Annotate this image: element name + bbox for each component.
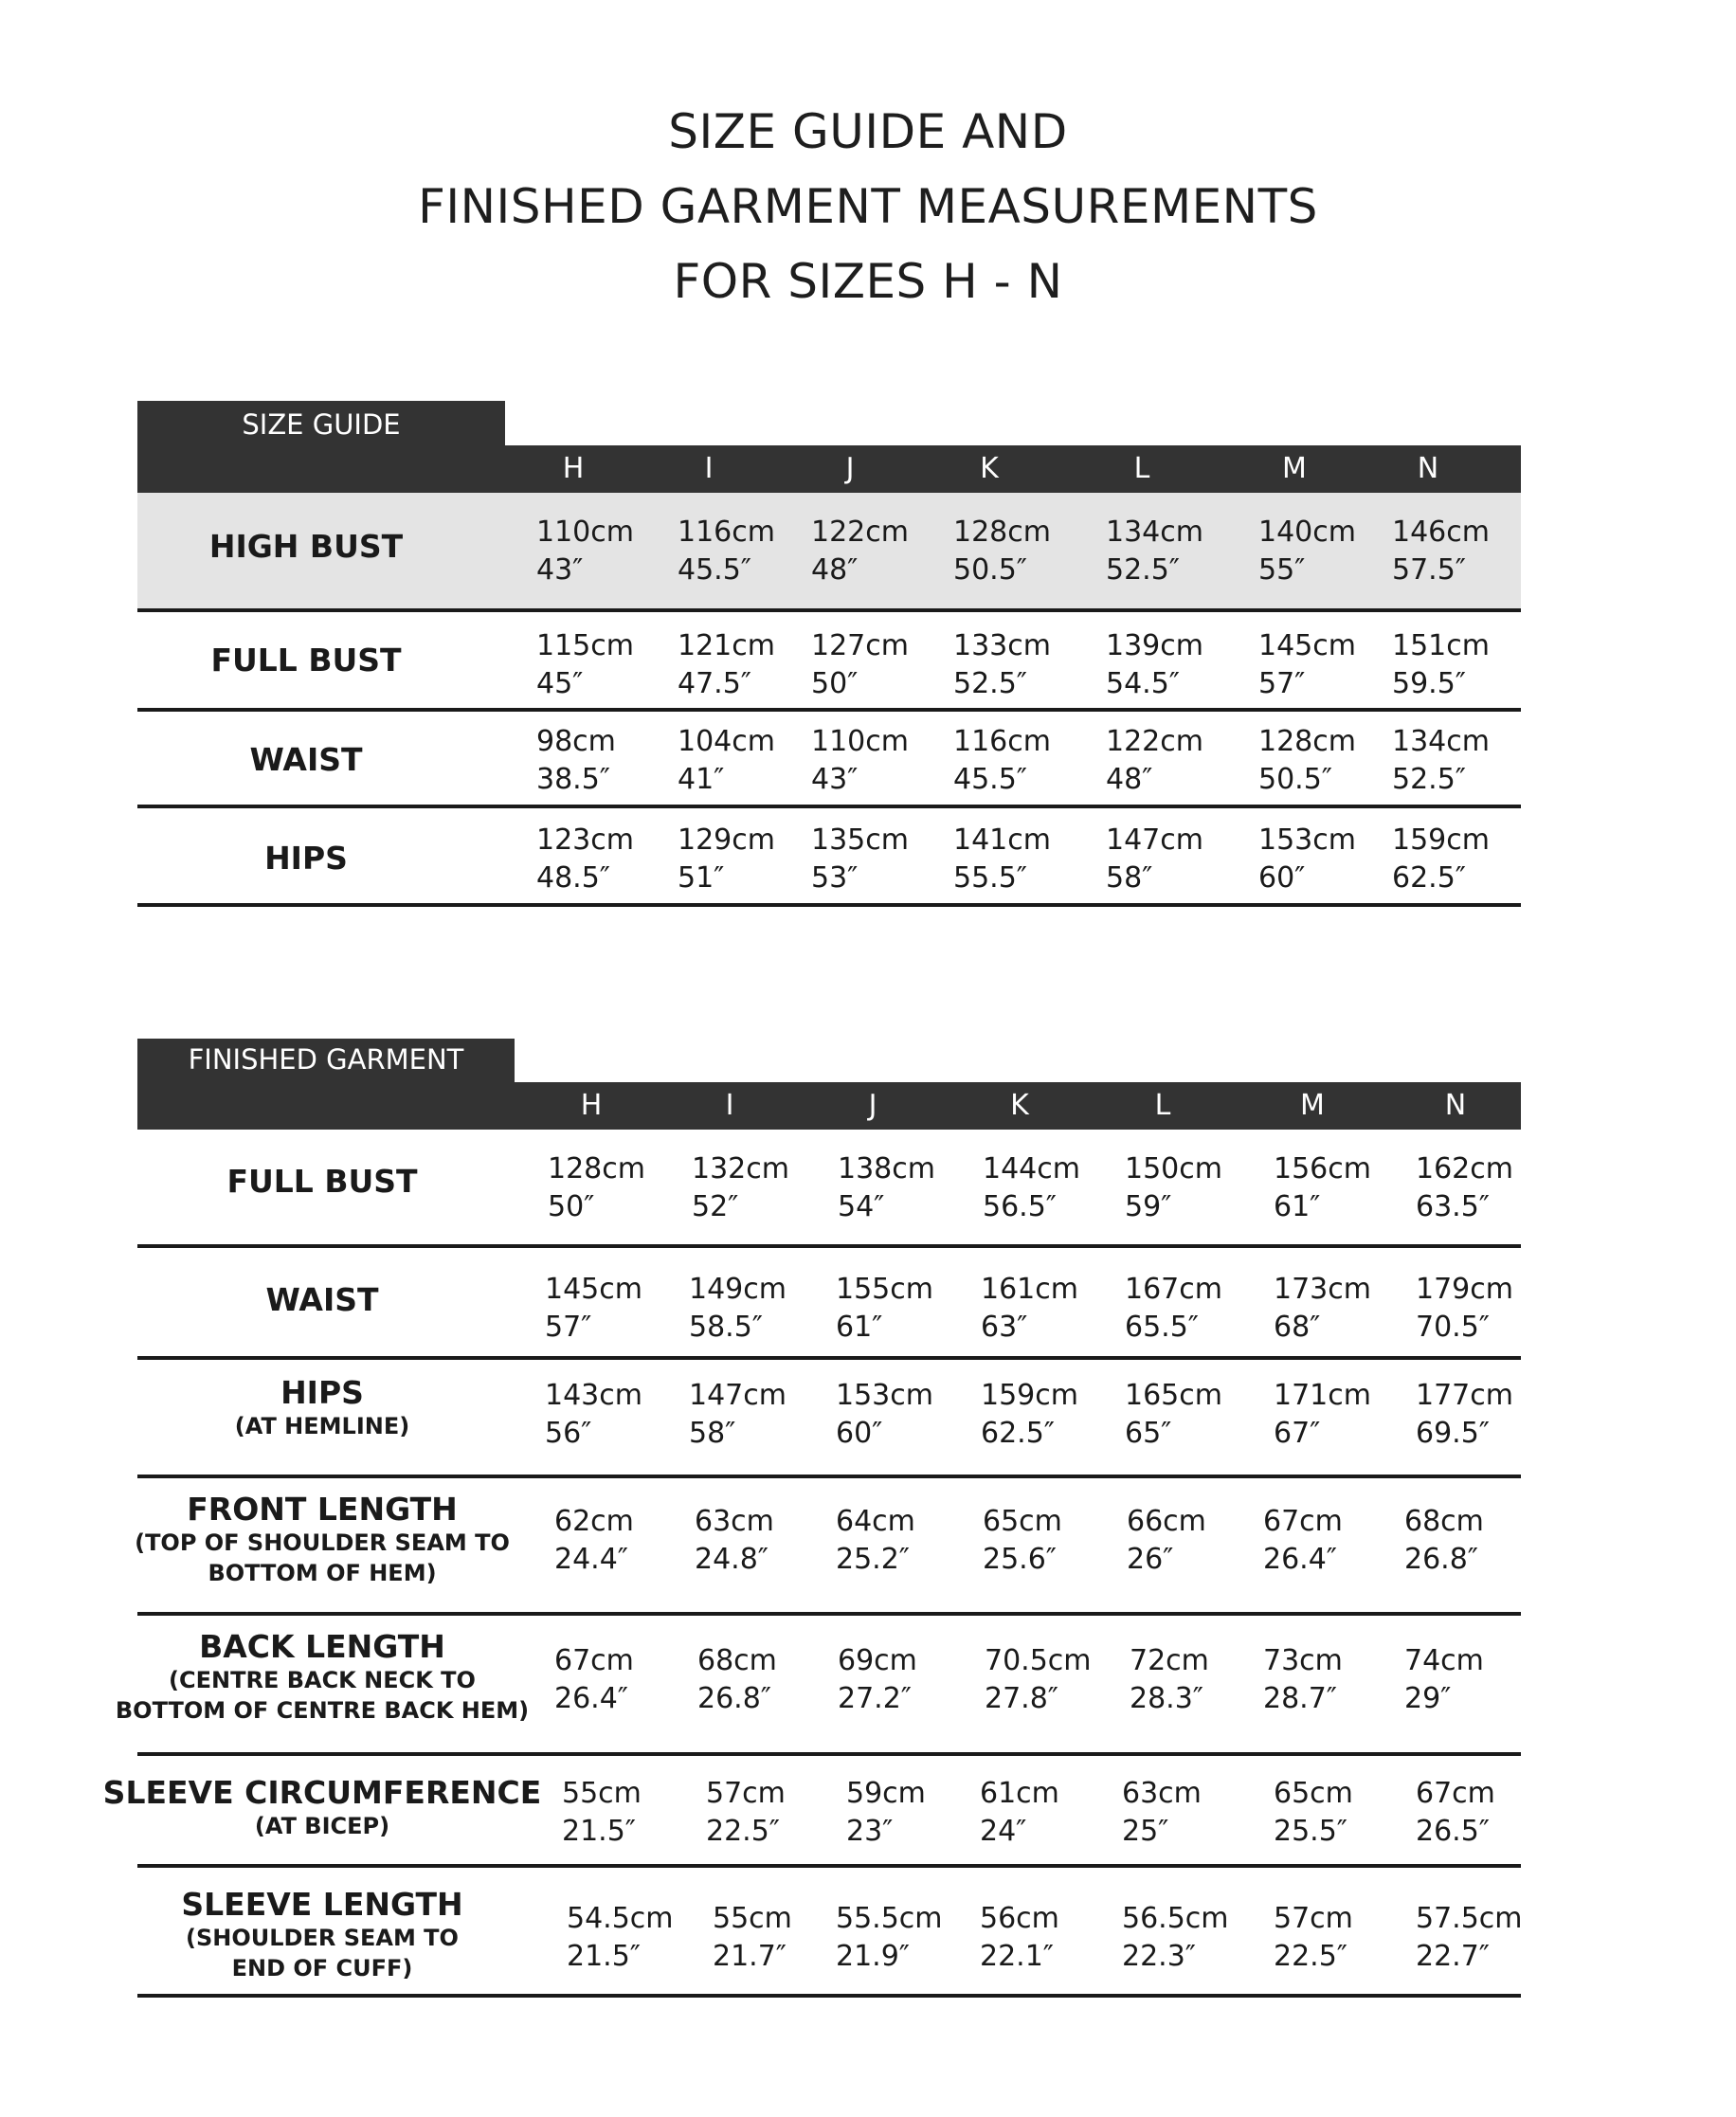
row-label: [85, 1775, 559, 1841]
measurement-cell: [1274, 1150, 1371, 1226]
size-header-h: H: [580, 1089, 603, 1122]
value-inches: 43″: [811, 763, 859, 796]
value-inches: 21.5″: [567, 1940, 642, 1973]
value-inches: 56″: [545, 1417, 592, 1450]
table-row: [102, 1756, 1521, 1868]
value-cm: 63cm: [1122, 1777, 1202, 1810]
measurement-cell: [545, 1377, 642, 1453]
value-inches: 59″: [1125, 1190, 1172, 1223]
measurement-cell: [1106, 627, 1203, 703]
value-cm: 56.5cm: [1122, 1902, 1229, 1935]
row-label-main: FULL BUST: [226, 1163, 418, 1200]
value-cm: 146cm: [1392, 516, 1490, 549]
size-guide-header-bar: [137, 445, 1521, 493]
value-cm: 145cm: [545, 1273, 642, 1306]
value-cm: 64cm: [836, 1505, 915, 1538]
row-divider: [137, 903, 1521, 907]
value-inches: 67″: [1274, 1417, 1321, 1450]
measurement-cell: [678, 822, 775, 897]
value-inches: 25.5″: [1274, 1815, 1348, 1848]
value-cm: 74cm: [1404, 1644, 1484, 1677]
value-inches: 59.5″: [1392, 667, 1467, 700]
measurement-cell: [697, 1642, 777, 1718]
measurement-cell: [838, 1642, 917, 1718]
title-line-3: FOR SIZES H - N: [673, 254, 1063, 309]
value-cm: 67cm: [1416, 1777, 1495, 1810]
value-cm: 134cm: [1106, 516, 1203, 549]
measurement-cell: [536, 514, 634, 589]
measurement-cell: [692, 1150, 789, 1226]
value-inches: 21.9″: [836, 1940, 911, 1973]
value-inches: 56.5″: [983, 1190, 1058, 1223]
value-cm: 121cm: [678, 629, 775, 662]
measurement-cell: [1125, 1150, 1222, 1226]
value-inches: 52″: [692, 1190, 739, 1223]
value-inches: 62.5″: [1392, 861, 1467, 895]
value-inches: 45.5″: [953, 763, 1028, 796]
measurement-cell: [1392, 723, 1490, 799]
value-inches: 22.7″: [1416, 1940, 1491, 1973]
value-inches: 21.7″: [713, 1940, 787, 1973]
measurement-cell: [1274, 1900, 1353, 1976]
row-label: [69, 642, 543, 679]
value-inches: 27.2″: [838, 1682, 913, 1715]
value-inches: 43″: [536, 553, 584, 587]
value-cm: 115cm: [536, 629, 634, 662]
measurement-cell: [981, 1271, 1078, 1347]
value-inches: 70.5″: [1416, 1311, 1491, 1344]
value-inches: 26.5″: [1416, 1815, 1491, 1848]
value-inches: 23″: [846, 1815, 894, 1848]
measurement-cell: [811, 627, 909, 703]
size-guide-table: [137, 401, 1521, 903]
value-cm: 98cm: [536, 725, 616, 758]
value-cm: 123cm: [536, 823, 634, 857]
value-cm: 57cm: [1274, 1902, 1353, 1935]
measurement-cell: [981, 1377, 1078, 1453]
value-cm: 54.5cm: [567, 1902, 674, 1935]
row-label-main: HIPS: [264, 840, 348, 877]
measurement-cell: [1125, 1377, 1222, 1453]
measurement-cell: [1392, 514, 1490, 589]
row-label-sub: (AT HEMLINE): [234, 1413, 410, 1439]
value-inches: 65.5″: [1125, 1311, 1200, 1344]
size-header-l: L: [1133, 452, 1150, 485]
row-label-main: FULL BUST: [210, 642, 402, 679]
value-cm: 159cm: [981, 1379, 1078, 1412]
measurement-cell: [953, 627, 1051, 703]
value-cm: 59cm: [846, 1777, 926, 1810]
value-cm: 110cm: [536, 516, 634, 549]
value-cm: 55cm: [562, 1777, 642, 1810]
size-header-l: L: [1154, 1089, 1171, 1122]
measurement-cell: [980, 1775, 1059, 1851]
value-cm: 67cm: [554, 1644, 634, 1677]
value-inches: 24.4″: [554, 1543, 629, 1576]
title-line-2: FINISHED GARMENT MEASUREMENTS: [418, 179, 1318, 234]
value-inches: 29″: [1404, 1682, 1452, 1715]
value-inches: 68″: [1274, 1311, 1321, 1344]
size-header-j: J: [845, 452, 855, 485]
value-inches: 63.5″: [1416, 1190, 1491, 1223]
value-cm: 159cm: [1392, 823, 1490, 857]
value-cm: 156cm: [1274, 1152, 1371, 1185]
value-inches: 57.5″: [1392, 553, 1467, 587]
measurement-cell: [536, 723, 616, 799]
measurement-cell: [1392, 822, 1490, 897]
page-title: [0, 95, 1736, 319]
measurement-cell: [1127, 1503, 1206, 1579]
measurement-cell: [1122, 1900, 1229, 1976]
value-inches: 25.2″: [836, 1543, 911, 1576]
measurement-cell: [1125, 1271, 1222, 1347]
row-label: [85, 1375, 559, 1441]
value-inches: 22.3″: [1122, 1940, 1197, 1973]
value-cm: 55cm: [713, 1902, 792, 1935]
value-inches: 52.5″: [1106, 553, 1181, 587]
measurement-cell: [1258, 723, 1356, 799]
measurement-cell: [1416, 1377, 1513, 1453]
row-label-sub: (CENTRE BACK NECK TO BOTTOM OF CENTRE BACK HEM): [115, 1667, 530, 1724]
value-cm: 140cm: [1258, 516, 1356, 549]
measurement-cell: [1416, 1775, 1495, 1851]
measurement-cell: [678, 723, 775, 799]
value-inches: 51″: [678, 861, 725, 895]
row-label-main: HIPS: [280, 1374, 364, 1411]
table-row: [137, 493, 1521, 612]
size-header-n: N: [1417, 452, 1439, 485]
size-header-i: I: [725, 1089, 734, 1122]
measurement-cell: [1122, 1775, 1202, 1851]
value-inches: 26″: [1127, 1543, 1174, 1576]
title-line-1: SIZE GUIDE AND: [668, 104, 1068, 159]
table-row: [137, 1478, 1521, 1616]
table-row: [137, 612, 1521, 712]
value-cm: 128cm: [548, 1152, 645, 1185]
value-cm: 69cm: [838, 1644, 917, 1677]
value-inches: 54″: [838, 1190, 885, 1223]
value-inches: 55.5″: [953, 861, 1028, 895]
row-label: [69, 529, 543, 565]
row-label: [85, 1887, 559, 1983]
measurement-cell: [554, 1642, 634, 1718]
measurement-cell: [678, 514, 775, 589]
measurement-cell: [536, 627, 634, 703]
size-header-i: I: [704, 452, 714, 485]
value-inches: 27.8″: [985, 1682, 1059, 1715]
measurement-cell: [548, 1150, 645, 1226]
measurement-cell: [1416, 1900, 1523, 1976]
measurement-cell: [562, 1775, 642, 1851]
value-cm: 165cm: [1125, 1379, 1222, 1412]
row-label-sub: (SHOULDER SEAM TO END OF CUFF): [186, 1925, 459, 1981]
value-cm: 150cm: [1125, 1152, 1222, 1185]
value-cm: 143cm: [545, 1379, 642, 1412]
measurement-cell: [1416, 1271, 1513, 1347]
finished-garment-table: [102, 1039, 1523, 2005]
size-guide-tab-label: [137, 401, 505, 448]
measurement-cell: [811, 822, 909, 897]
value-inches: 50″: [811, 667, 859, 700]
value-cm: 167cm: [1125, 1273, 1222, 1306]
value-cm: 56cm: [980, 1902, 1059, 1935]
value-inches: 28.3″: [1130, 1682, 1204, 1715]
size-header-h: H: [562, 452, 585, 485]
table-row: [137, 1360, 1521, 1478]
measurement-cell: [1404, 1503, 1484, 1579]
value-inches: 57″: [1258, 667, 1306, 700]
row-label-sub: (TOP OF SHOULDER SEAM TO BOTTOM OF HEM): [135, 1529, 510, 1586]
table-row: [137, 1868, 1521, 1998]
size-header-n: N: [1444, 1089, 1467, 1122]
value-inches: 38.5″: [536, 763, 611, 796]
value-inches: 58″: [1106, 861, 1153, 895]
measurement-cell: [811, 723, 909, 799]
row-label: [85, 1629, 559, 1726]
value-inches: 61″: [836, 1311, 883, 1344]
value-cm: 110cm: [811, 725, 909, 758]
value-cm: 66cm: [1127, 1505, 1206, 1538]
value-cm: 116cm: [953, 725, 1051, 758]
value-cm: 63cm: [695, 1505, 774, 1538]
value-inches: 61″: [1274, 1190, 1321, 1223]
value-cm: 68cm: [1404, 1505, 1484, 1538]
size-header-m: M: [1300, 1089, 1325, 1122]
value-inches: 69.5″: [1416, 1417, 1491, 1450]
value-cm: 68cm: [697, 1644, 777, 1677]
value-inches: 26.8″: [1404, 1543, 1479, 1576]
value-inches: 48″: [811, 553, 859, 587]
table-row: [137, 1130, 1521, 1248]
value-cm: 144cm: [983, 1152, 1080, 1185]
table-row: [115, 1616, 1521, 1756]
measurement-cell: [678, 627, 775, 703]
table-row: [137, 1248, 1521, 1360]
measurement-cell: [1263, 1642, 1343, 1718]
value-cm: 179cm: [1416, 1273, 1513, 1306]
value-cm: 147cm: [1106, 823, 1203, 857]
value-cm: 129cm: [678, 823, 775, 857]
value-inches: 62.5″: [981, 1417, 1056, 1450]
value-cm: 122cm: [811, 516, 909, 549]
value-cm: 67cm: [1263, 1505, 1343, 1538]
measurement-cell: [836, 1377, 933, 1453]
measurement-cell: [1274, 1377, 1371, 1453]
measurement-cell: [1258, 822, 1356, 897]
row-label: [85, 1282, 559, 1318]
measurement-cell: [838, 1150, 935, 1226]
row-label: [69, 742, 543, 778]
value-inches: 65″: [1125, 1417, 1172, 1450]
value-cm: 70.5cm: [985, 1644, 1092, 1677]
value-inches: 45.5″: [678, 553, 752, 587]
value-inches: 41″: [678, 763, 725, 796]
value-inches: 47.5″: [678, 667, 752, 700]
value-inches: 50.5″: [953, 553, 1028, 587]
measurement-cell: [811, 514, 909, 589]
measurement-cell: [953, 822, 1051, 897]
row-divider: [137, 1994, 1521, 1998]
row-label-main: BACK LENGTH: [199, 1628, 445, 1665]
size-header-k: K: [1010, 1089, 1029, 1122]
value-inches: 26.4″: [554, 1682, 629, 1715]
size-header-m: M: [1282, 452, 1307, 485]
value-cm: 177cm: [1416, 1379, 1513, 1412]
row-label-main: WAIST: [265, 1281, 379, 1318]
value-cm: 128cm: [953, 516, 1051, 549]
value-inches: 22.5″: [706, 1815, 781, 1848]
measurement-cell: [567, 1900, 674, 1976]
measurement-cell: [695, 1503, 774, 1579]
value-inches: 60″: [1258, 861, 1306, 895]
value-inches: 52.5″: [953, 667, 1028, 700]
value-inches: 26.4″: [1263, 1543, 1338, 1576]
value-inches: 25″: [1122, 1815, 1169, 1848]
row-label-main: SLEEVE LENGTH: [181, 1886, 463, 1923]
measurement-cell: [836, 1271, 933, 1347]
row-label-main: WAIST: [249, 741, 363, 778]
row-label: [85, 1492, 559, 1588]
value-inches: 21.5″: [562, 1815, 637, 1848]
value-inches: 48.5″: [536, 861, 611, 895]
row-label-main: FRONT LENGTH: [187, 1491, 458, 1528]
measurement-cell: [536, 822, 634, 897]
value-cm: 61cm: [980, 1777, 1059, 1810]
size-guide-label: SIZE GUIDE: [242, 408, 401, 441]
value-cm: 128cm: [1258, 725, 1356, 758]
measurement-cell: [980, 1900, 1059, 1976]
value-cm: 162cm: [1416, 1152, 1513, 1185]
measurement-cell: [1130, 1642, 1209, 1718]
measurement-cell: [713, 1900, 792, 1976]
value-inches: 58″: [689, 1417, 736, 1450]
value-cm: 73cm: [1263, 1644, 1343, 1677]
size-header-k: K: [980, 452, 999, 485]
measurement-cell: [1106, 723, 1203, 799]
measurement-cell: [1274, 1775, 1353, 1851]
value-inches: 28.7″: [1263, 1682, 1338, 1715]
finished-garment-label-line-1: FINISHED GARMENT: [188, 1043, 464, 1076]
value-cm: 171cm: [1274, 1379, 1371, 1412]
measurement-cell: [554, 1503, 634, 1579]
value-cm: 65cm: [983, 1505, 1062, 1538]
measurement-cell: [983, 1503, 1062, 1579]
value-inches: 25.6″: [983, 1543, 1058, 1576]
value-inches: 24.8″: [695, 1543, 769, 1576]
value-cm: 57.5cm: [1416, 1902, 1523, 1935]
value-cm: 141cm: [953, 823, 1051, 857]
value-cm: 127cm: [811, 629, 909, 662]
measurement-cell: [1106, 822, 1203, 897]
value-cm: 104cm: [678, 725, 775, 758]
measurement-cell: [689, 1271, 787, 1347]
measurement-cell: [1106, 514, 1203, 589]
value-inches: 63″: [981, 1311, 1028, 1344]
value-cm: 139cm: [1106, 629, 1203, 662]
value-inches: 50.5″: [1258, 763, 1333, 796]
measurement-cell: [545, 1271, 642, 1347]
value-cm: 149cm: [689, 1273, 787, 1306]
value-inches: 52.5″: [1392, 763, 1467, 796]
measurement-cell: [846, 1775, 926, 1851]
value-inches: 58.5″: [689, 1311, 764, 1344]
measurement-cell: [1274, 1271, 1371, 1347]
value-cm: 173cm: [1274, 1273, 1371, 1306]
measurement-cell: [1416, 1150, 1513, 1226]
value-cm: 55.5cm: [836, 1902, 943, 1935]
value-inches: 22.1″: [980, 1940, 1055, 1973]
value-inches: 60″: [836, 1417, 883, 1450]
row-label-sub: (AT BICEP): [254, 1813, 390, 1839]
value-cm: 72cm: [1130, 1644, 1209, 1677]
value-inches: 50″: [548, 1190, 595, 1223]
value-cm: 151cm: [1392, 629, 1490, 662]
table-row: [137, 712, 1521, 808]
size-header-j: J: [868, 1089, 877, 1122]
value-inches: 53″: [811, 861, 859, 895]
measurement-cell: [1258, 627, 1356, 703]
value-cm: 62cm: [554, 1505, 634, 1538]
value-cm: 65cm: [1274, 1777, 1353, 1810]
value-cm: 134cm: [1392, 725, 1490, 758]
row-label-main: SLEEVE CIRCUMFERENCE: [102, 1774, 542, 1811]
value-inches: 45″: [536, 667, 584, 700]
measurement-cell: [1258, 514, 1356, 589]
value-cm: 153cm: [836, 1379, 933, 1412]
measurement-cell: [1404, 1642, 1484, 1718]
value-cm: 161cm: [981, 1273, 1078, 1306]
measurement-cell: [953, 723, 1051, 799]
measurement-cell: [1392, 627, 1490, 703]
value-cm: 122cm: [1106, 725, 1203, 758]
row-label: [69, 841, 543, 877]
value-inches: 57″: [545, 1311, 592, 1344]
value-cm: 147cm: [689, 1379, 787, 1412]
measurement-cell: [836, 1503, 915, 1579]
measurement-cell: [953, 514, 1051, 589]
value-cm: 132cm: [692, 1152, 789, 1185]
value-cm: 116cm: [678, 516, 775, 549]
row-label-main: HIGH BUST: [208, 528, 404, 565]
value-inches: 26.8″: [697, 1682, 772, 1715]
value-inches: 24″: [980, 1815, 1027, 1848]
value-cm: 153cm: [1258, 823, 1356, 857]
value-inches: 22.5″: [1274, 1940, 1348, 1973]
measurement-cell: [836, 1900, 943, 1976]
value-inches: 54.5″: [1106, 667, 1181, 700]
value-cm: 135cm: [811, 823, 909, 857]
measurement-cell: [983, 1150, 1080, 1226]
value-cm: 133cm: [953, 629, 1051, 662]
measurement-cell: [706, 1775, 786, 1851]
measurement-cell: [985, 1642, 1092, 1718]
value-cm: 145cm: [1258, 629, 1356, 662]
value-cm: 138cm: [838, 1152, 935, 1185]
row-label: [85, 1164, 559, 1200]
value-cm: 57cm: [706, 1777, 786, 1810]
value-inches: 55″: [1258, 553, 1306, 587]
value-inches: 48″: [1106, 763, 1153, 796]
measurement-cell: [1263, 1503, 1343, 1579]
value-cm: 155cm: [836, 1273, 933, 1306]
measurement-cell: [689, 1377, 787, 1453]
table-row: [137, 808, 1521, 907]
